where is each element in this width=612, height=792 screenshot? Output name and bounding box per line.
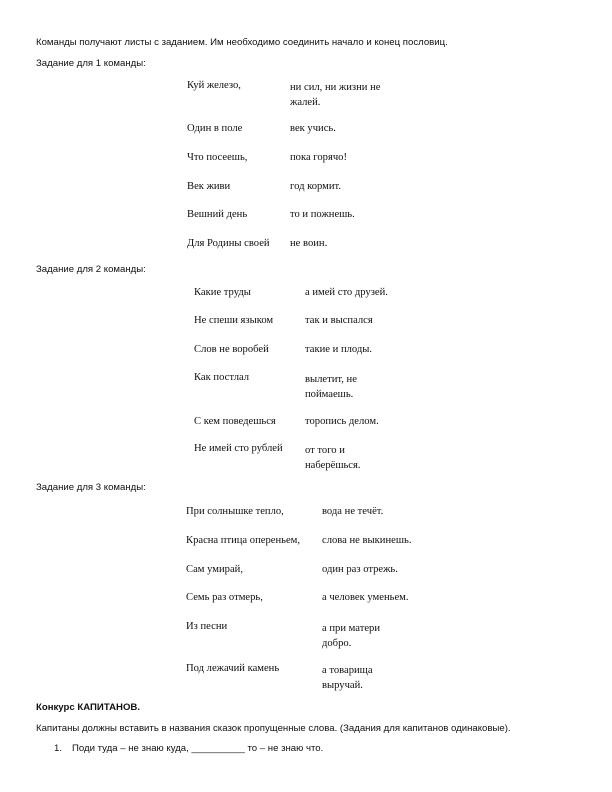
intro-text: Команды получают листы с заданием. Им необходимо соединить начало и конец пословиц. [36,37,448,48]
team1-right-4: год кормит. [290,181,342,192]
team1-right-6: не воин. [290,238,328,249]
team1-left-3: Что посеешь, [187,152,248,163]
team3-right-6: а товарища выручай. [322,665,373,691]
team3-left-5: Из песни [186,621,228,632]
team2-left-6: Не имей сто рублей [194,443,283,454]
team3-left-6: Под лежачий камень [186,663,280,674]
team3-right-2: слова не выкинешь. [322,535,412,546]
captains-intro: Капитаны должны вставить в названия сказок пропущенные слова. (Задания для капитанов одинаковые). [36,723,511,734]
team2-left-5: С кем поведешься [194,416,276,427]
team1-right-3: пока горячо! [290,152,348,163]
team2-right-3: такие и плоды. [305,344,373,355]
team2-right-2: так и выспался [305,315,373,326]
team2-heading: Задание для 2 команды: [36,264,146,275]
team1-left-4: Век живи [187,181,231,192]
team2-right-1: а имей сто друзей. [305,287,388,298]
team1-right-2: век учись. [290,123,336,134]
team2-right-5: торопись делом. [305,416,379,427]
team2-left-2: Не спеши языком [194,315,274,326]
list-item-text: Поди туда – не знаю куда, __________ то – не знаю что. [72,743,324,754]
team2-left-4: Как постлал [194,372,250,383]
team3-right-3: один раз отрежь. [322,564,398,575]
team1-heading: Задание для 1 команды: [36,58,146,69]
team3-right-1: вода не течёт. [322,506,384,517]
team3-left-4: Семь раз отмерь, [186,592,263,603]
team3-left-2: Красна птица опереньем, [186,535,300,546]
team1-right-5: то и пожнешь. [290,209,355,220]
team1-right-1: ни сил, ни жизни не жалей. [290,82,381,108]
team2-right-4: вылетит, не поймаешь. [305,374,357,400]
list-item-number: 1. [54,743,63,754]
team2-left-1: Какие труды [194,287,251,298]
team2-left-3: Слов не воробей [194,344,269,355]
team1-left-2: Один в поле [187,123,243,134]
team3-left-1: При солнышке тепло, [186,506,284,517]
team1-left-6: Для Родины своей [187,238,270,249]
team1-left-5: Вешний день [187,209,248,220]
team3-right-4: а человек уменьем. [322,592,409,603]
captains-heading: Конкурс КАПИТАНОВ. [36,702,140,713]
team3-left-3: Сам умирай, [186,564,243,575]
team3-heading: Задание для 3 команды: [36,482,146,493]
team2-right-6: от того и наберёшься. [305,445,361,471]
team3-right-5: а при матери добро. [322,623,380,649]
team1-left-1: Куй железо, [187,80,241,91]
